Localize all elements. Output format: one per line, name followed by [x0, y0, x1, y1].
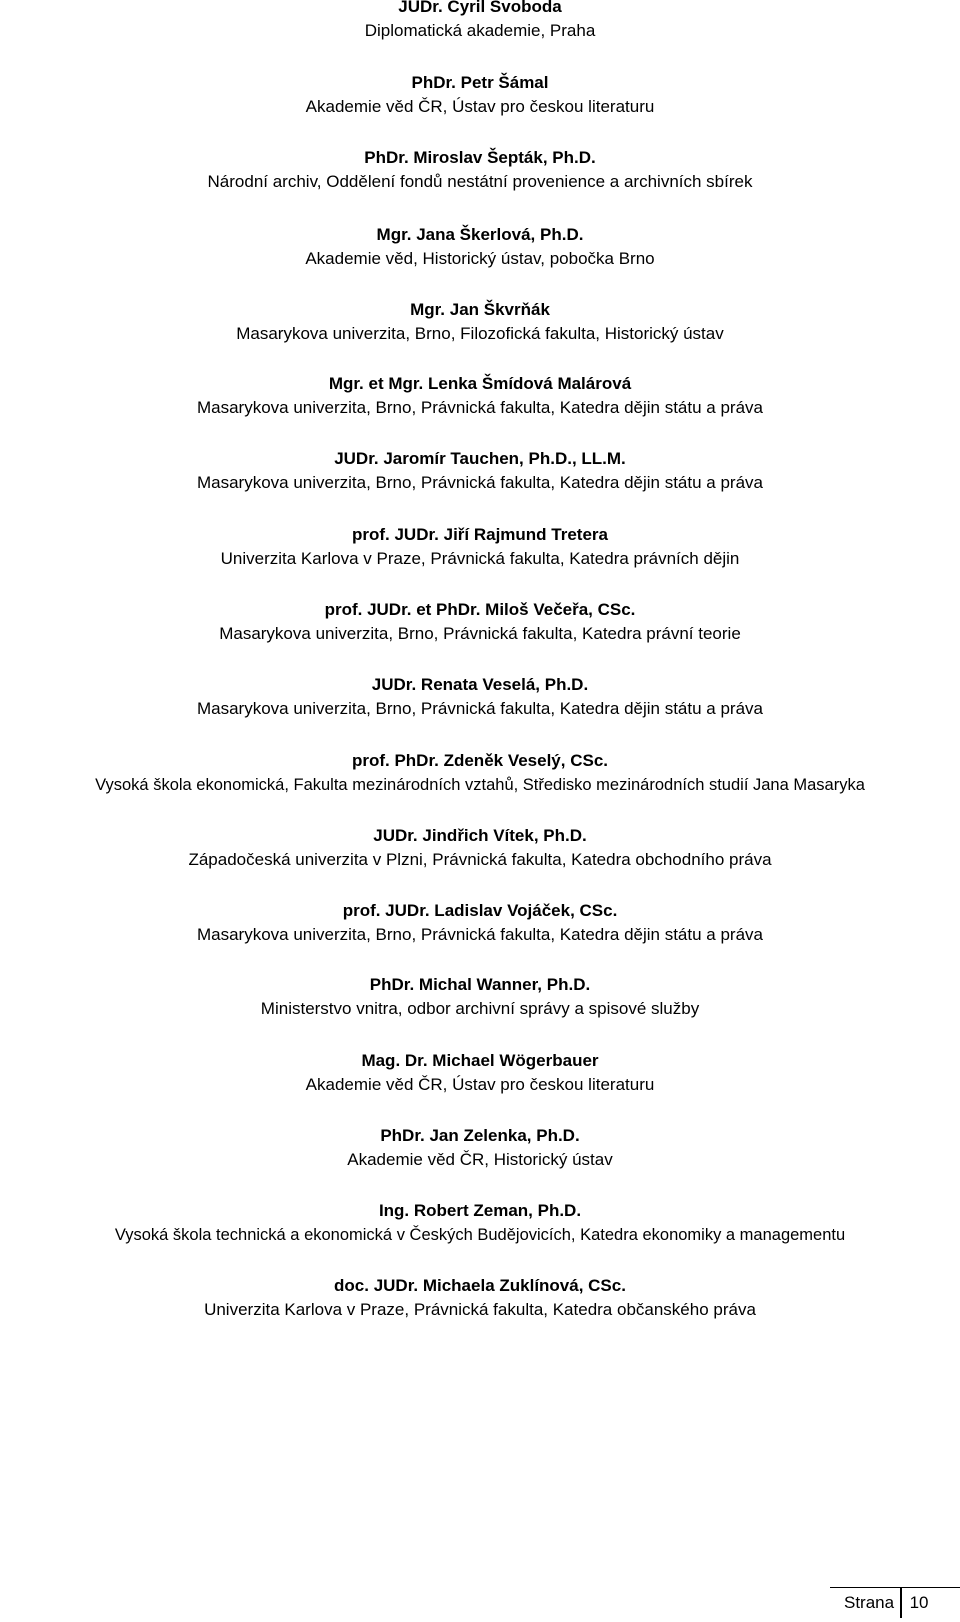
list-item [0, 598, 960, 646]
person-affiliation: Masarykova univerzita, Brno, Právnická fakulta, Katedra dějin státu a práva [196, 473, 763, 492]
person-name: JUDr. Renata Veselá, Ph.D. [371, 675, 589, 694]
person-name: PhDr. Michal Wanner, Ph.D. [369, 975, 591, 994]
person-name: Mgr. Jana Škerlová, Ph.D. [376, 225, 584, 244]
list-item [0, 973, 960, 1021]
person-affiliation: Západočeská univerzita v Plzni, Právnická fakulta, Katedra obchodního práva [188, 850, 772, 869]
page-label: Strana [844, 1593, 895, 1612]
person-name: PhDr. Miroslav Šepták, Ph.D. [364, 148, 596, 167]
person-name: Mgr. et Mgr. Lenka Šmídová Malárová [328, 374, 632, 393]
person-affiliation: Ministerstvo vnitra, odbor archivní správy a spisové služby [260, 999, 700, 1018]
list-item [0, 1049, 960, 1097]
person-affiliation: Akademie věd ČR, Historický ústav [347, 1150, 613, 1169]
list-item [0, 1124, 960, 1172]
person-affiliation: Vysoká škola technická a ekonomická v Českých Budějovicích, Katedra ekonomiky a managementu [114, 1226, 846, 1244]
list-item [0, 824, 960, 872]
person-name: prof. JUDr. et PhDr. Miloš Večeřa, CSc. [324, 600, 636, 619]
person-name: prof. JUDr. Jiří Rajmund Tretera [351, 525, 608, 544]
person-affiliation: Masarykova univerzita, Brno, Právnická fakulta, Katedra právní teorie [219, 624, 741, 643]
person-affiliation: Univerzita Karlova v Praze, Právnická fakulta, Katedra občanského práva [204, 1300, 756, 1319]
person-name: Mgr. Jan Škvrňák [410, 300, 550, 319]
list-item [0, 1274, 960, 1322]
person-name: JUDr. Jindřich Vítek, Ph.D. [373, 826, 587, 845]
person-name: PhDr. Petr Šámal [411, 73, 549, 92]
list-item [0, 1199, 960, 1247]
person-name: Ing. Robert Zeman, Ph.D. [378, 1201, 582, 1220]
person-affiliation: Akademie věd, Historický ústav, pobočka Brno [305, 249, 655, 268]
list-item [0, 0, 960, 43]
person-name: doc. JUDr. Michaela Zuklínová, CSc. [334, 1276, 626, 1295]
person-affiliation: Univerzita Karlova v Praze, Právnická fakulta, Katedra právních dějin [220, 549, 740, 568]
person-name: PhDr. Jan Zelenka, Ph.D. [380, 1126, 580, 1145]
person-name: prof. PhDr. Zdeněk Veselý, CSc. [351, 751, 609, 770]
person-affiliation: Diplomatická akademie, Praha [364, 21, 596, 40]
person-name: Mag. Dr. Michael Wögerbauer [361, 1051, 599, 1070]
page-footer [830, 1587, 960, 1618]
person-affiliation: Národní archiv, Oddělení fondů nestátní provenience a archivních sbírek [207, 172, 753, 191]
page-number: 10 [909, 1593, 929, 1612]
list-item [0, 223, 960, 271]
list-item [0, 71, 960, 119]
person-affiliation: Masarykova univerzita, Brno, Právnická fakulta, Katedra dějin státu a práva [196, 398, 763, 417]
list-item [0, 146, 960, 194]
person-affiliation: Akademie věd ČR, Ústav pro českou literaturu [305, 97, 655, 116]
list-item [0, 523, 960, 571]
list-item [0, 372, 960, 420]
list-item [0, 749, 960, 797]
list-item [0, 673, 960, 721]
person-affiliation: Masarykova univerzita, Brno, Filozofická fakulta, Historický ústav [236, 324, 724, 343]
person-affiliation: Masarykova univerzita, Brno, Právnická fakulta, Katedra dějin státu a práva [196, 699, 763, 718]
list-item [0, 899, 960, 947]
person-affiliation: Masarykova univerzita, Brno, Právnická fakulta, Katedra dějin státu a práva [196, 925, 763, 944]
person-name: JUDr. Cyril Svoboda [398, 0, 562, 16]
list-item [0, 447, 960, 495]
person-name: prof. JUDr. Ladislav Vojáček, CSc. [342, 901, 618, 920]
list-item [0, 298, 960, 346]
person-affiliation: Akademie věd ČR, Ústav pro českou literaturu [305, 1075, 655, 1094]
person-affiliation: Vysoká škola ekonomická, Fakulta mezinárodních vztahů, Středisko mezinárodních studií Jana Masaryka [95, 776, 865, 794]
person-name: JUDr. Jaromír Tauchen, Ph.D., LL.M. [334, 449, 626, 468]
